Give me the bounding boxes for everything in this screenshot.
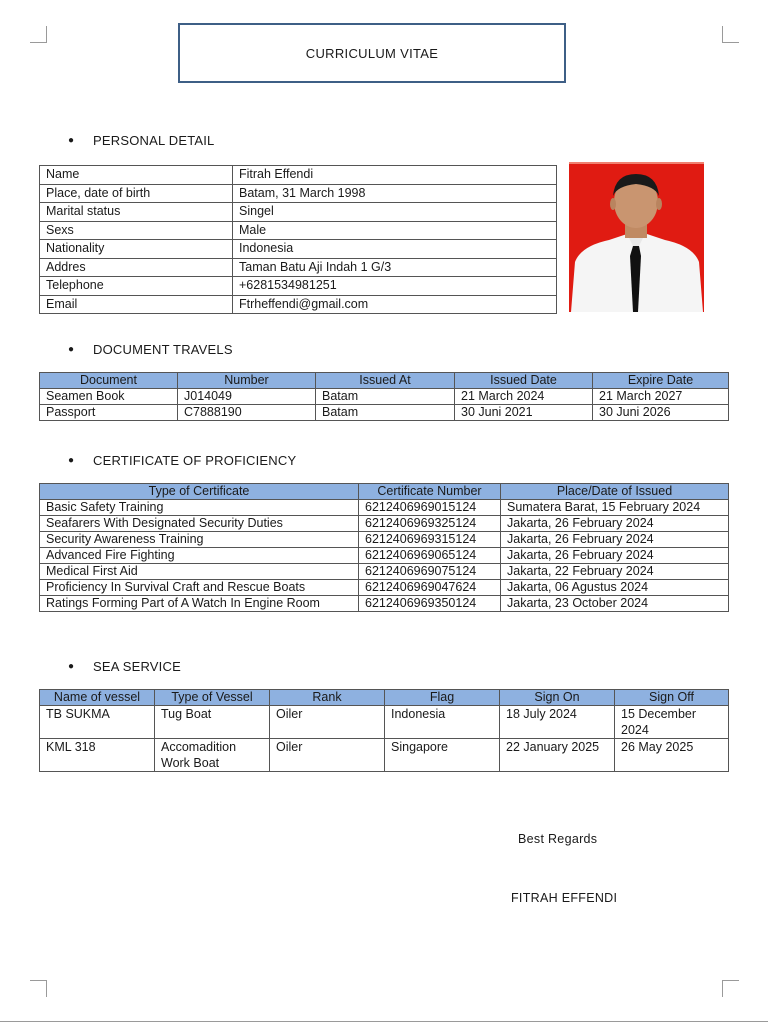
table-header-row bbox=[40, 373, 729, 389]
section-document-travels bbox=[68, 342, 233, 357]
table-header-row bbox=[40, 690, 729, 706]
field-value: Batam, 31 March 1998 bbox=[233, 184, 557, 203]
field-label: Sexs bbox=[40, 221, 233, 240]
field-value: Indonesia bbox=[233, 240, 557, 259]
profile-photo bbox=[569, 162, 704, 312]
table-row bbox=[40, 739, 729, 772]
table-cell: Singapore bbox=[385, 739, 500, 772]
table-cell: Tug Boat bbox=[155, 706, 270, 739]
field-value: Male bbox=[233, 221, 557, 240]
section-sea-service bbox=[68, 659, 181, 674]
table-cell: 21 March 2027 bbox=[593, 389, 729, 405]
table-row bbox=[40, 240, 557, 259]
table-cell: Jakarta, 26 February 2024 bbox=[501, 532, 729, 548]
table-cell: J014049 bbox=[178, 389, 316, 405]
table-row bbox=[40, 166, 557, 185]
bullet-icon: ● bbox=[68, 661, 75, 672]
table-row bbox=[40, 532, 729, 548]
section-certificate-of-proficiency bbox=[68, 453, 296, 468]
field-value: +6281534981251 bbox=[233, 277, 557, 296]
section-heading: DOCUMENT TRAVELS bbox=[93, 342, 233, 357]
column-header: Flag bbox=[385, 690, 500, 706]
table-cell: 21 March 2024 bbox=[455, 389, 593, 405]
table-row bbox=[40, 405, 729, 421]
bullet-icon: ● bbox=[68, 455, 75, 466]
field-value: Ftrheffendi@gmail.com bbox=[233, 295, 557, 314]
table-cell: Jakarta, 22 February 2024 bbox=[501, 564, 729, 580]
table-row bbox=[40, 580, 729, 596]
table-row bbox=[40, 596, 729, 612]
column-header: Issued Date bbox=[455, 373, 593, 389]
table-row bbox=[40, 295, 557, 314]
table-cell: Basic Safety Training bbox=[40, 500, 359, 516]
table-cell: Jakarta, 26 February 2024 bbox=[501, 516, 729, 532]
table-cell: 6212406969350124 bbox=[359, 596, 501, 612]
page-edge bbox=[0, 1021, 768, 1022]
section-personal-detail bbox=[68, 133, 214, 148]
personal-detail-table bbox=[39, 165, 557, 314]
field-label: Marital status bbox=[40, 203, 233, 222]
page-corner-mark bbox=[722, 26, 739, 43]
table-row bbox=[40, 184, 557, 203]
section-heading: SEA SERVICE bbox=[93, 659, 181, 674]
table-row bbox=[40, 277, 557, 296]
closing-regards: Best Regards bbox=[518, 832, 598, 846]
column-header: Sign On bbox=[500, 690, 615, 706]
table-row bbox=[40, 500, 729, 516]
column-header: Certificate Number bbox=[359, 484, 501, 500]
table-row bbox=[40, 706, 729, 739]
table-cell: Indonesia bbox=[385, 706, 500, 739]
table-row bbox=[40, 564, 729, 580]
table-cell: Sumatera Barat, 15 February 2024 bbox=[501, 500, 729, 516]
table-header-row bbox=[40, 484, 729, 500]
table-cell: Ratings Forming Part of A Watch In Engine Room bbox=[40, 596, 359, 612]
column-header: Rank bbox=[270, 690, 385, 706]
table-cell: 6212406969065124 bbox=[359, 548, 501, 564]
table-cell: 30 Juni 2026 bbox=[593, 405, 729, 421]
table-cell: Batam bbox=[316, 405, 455, 421]
field-label: Nationality bbox=[40, 240, 233, 259]
table-cell: 6212406969075124 bbox=[359, 564, 501, 580]
field-value: Taman Batu Aji Indah 1 G/3 bbox=[233, 258, 557, 277]
column-header: Document bbox=[40, 373, 178, 389]
bullet-icon: ● bbox=[68, 135, 75, 146]
page-corner-mark bbox=[30, 980, 47, 997]
page-corner-mark bbox=[30, 26, 47, 43]
field-label: Email bbox=[40, 295, 233, 314]
section-heading: CERTIFICATE OF PROFICIENCY bbox=[93, 453, 297, 468]
table-cell: Medical First Aid bbox=[40, 564, 359, 580]
sea-service-table bbox=[39, 689, 729, 772]
table-cell: Seafarers With Designated Security Duties bbox=[40, 516, 359, 532]
table-cell: 15 December 2024 bbox=[615, 706, 729, 739]
column-header: Place/Date of Issued bbox=[501, 484, 729, 500]
column-header: Name of vessel bbox=[40, 690, 155, 706]
table-row bbox=[40, 516, 729, 532]
table-row bbox=[40, 203, 557, 222]
column-header: Issued At bbox=[316, 373, 455, 389]
column-header: Type of Certificate bbox=[40, 484, 359, 500]
signature-name: FITRAH EFFENDI bbox=[511, 891, 618, 905]
column-header: Sign Off bbox=[615, 690, 729, 706]
field-value: Fitrah Effendi bbox=[233, 166, 557, 185]
document-travels-table bbox=[39, 372, 729, 421]
column-header: Type of Vessel bbox=[155, 690, 270, 706]
table-row bbox=[40, 258, 557, 277]
table-cell: Security Awareness Training bbox=[40, 532, 359, 548]
table-cell: Oiler bbox=[270, 739, 385, 772]
page-corner-mark bbox=[722, 980, 739, 997]
table-cell: 18 July 2024 bbox=[500, 706, 615, 739]
table-cell: 6212406969047624 bbox=[359, 580, 501, 596]
table-cell: Oiler bbox=[270, 706, 385, 739]
table-cell: 6212406969325124 bbox=[359, 516, 501, 532]
bullet-icon: ● bbox=[68, 344, 75, 355]
table-row bbox=[40, 221, 557, 240]
table-cell: Batam bbox=[316, 389, 455, 405]
table-cell: Jakarta, 23 October 2024 bbox=[501, 596, 729, 612]
column-header: Number bbox=[178, 373, 316, 389]
table-cell: 30 Juni 2021 bbox=[455, 405, 593, 421]
table-cell: Advanced Fire Fighting bbox=[40, 548, 359, 564]
table-cell: Accomadition Work Boat bbox=[155, 739, 270, 772]
field-label: Telephone bbox=[40, 277, 233, 296]
portrait-illustration bbox=[569, 164, 704, 312]
table-cell: C7888190 bbox=[178, 405, 316, 421]
table-cell: KML 318 bbox=[40, 739, 155, 772]
table-cell: 6212406969015124 bbox=[359, 500, 501, 516]
table-cell: Proficiency In Survival Craft and Rescue Boats bbox=[40, 580, 359, 596]
table-cell: 22 January 2025 bbox=[500, 739, 615, 772]
table-cell: Seamen Book bbox=[40, 389, 178, 405]
field-label: Place, date of birth bbox=[40, 184, 233, 203]
field-label: Addres bbox=[40, 258, 233, 277]
field-label: Name bbox=[40, 166, 233, 185]
table-cell: 26 May 2025 bbox=[615, 739, 729, 772]
table-row bbox=[40, 548, 729, 564]
document-title: CURRICULUM VITAE bbox=[178, 23, 566, 83]
column-header: Expire Date bbox=[593, 373, 729, 389]
certificate-table bbox=[39, 483, 729, 612]
table-cell: Jakarta, 06 Agustus 2024 bbox=[501, 580, 729, 596]
table-cell: TB SUKMA bbox=[40, 706, 155, 739]
table-cell: 6212406969315124 bbox=[359, 532, 501, 548]
section-heading: PERSONAL DETAIL bbox=[93, 133, 215, 148]
table-cell: Jakarta, 26 February 2024 bbox=[501, 548, 729, 564]
table-cell: Passport bbox=[40, 405, 178, 421]
field-value: Singel bbox=[233, 203, 557, 222]
table-row bbox=[40, 389, 729, 405]
